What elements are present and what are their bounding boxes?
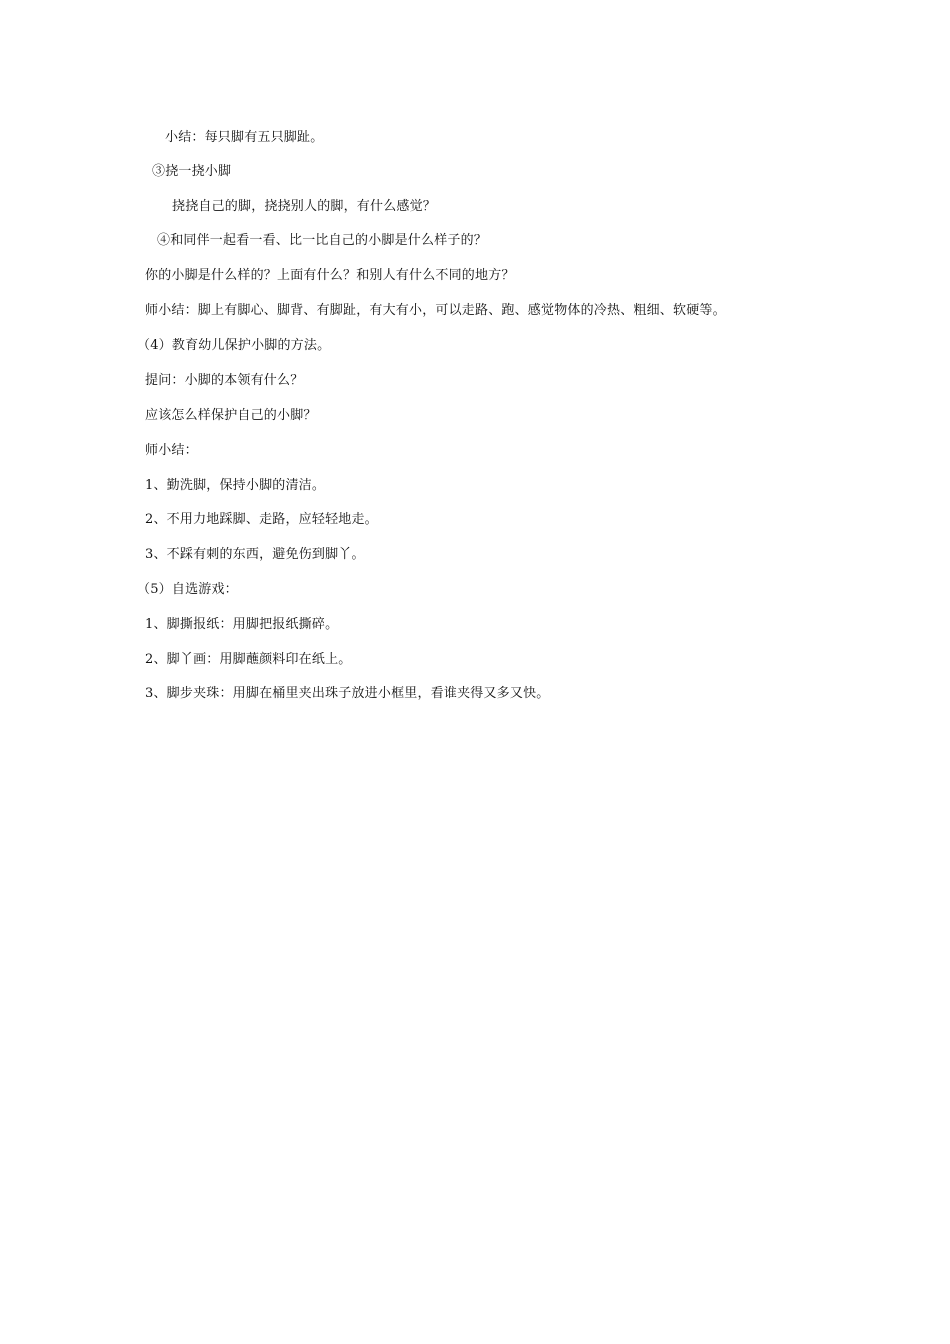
- teacher-summary-label: 师小结：: [145, 443, 198, 458]
- game-item-1: 1、脚撕报纸：用脚把报纸撕碎。: [145, 617, 339, 632]
- list-item-1: 1、勤洗脚，保持小脚的清洁。: [145, 478, 326, 493]
- step-3-text: 挠挠自己的脚，挠挠别人的脚，有什么感觉？: [172, 199, 437, 214]
- section-4-heading: （4）教育幼儿保护小脚的方法。: [137, 338, 331, 353]
- section-5-heading: （5）自选游戏：: [137, 582, 238, 597]
- list-item-3: 3、不踩有刺的东西，避免伤到脚丫。: [145, 547, 365, 562]
- question-protect: 应该怎么样保护自己的小脚？: [145, 408, 317, 423]
- game-item-3: 3、脚步夹珠：用脚在桶里夹出珠子放进小框里，看谁夹得又多又快。: [145, 686, 550, 701]
- summary-toes: 小结：每只脚有五只脚趾。: [165, 130, 324, 145]
- question-line: 你的小脚是什么样的？上面有什么？和别人有什么不同的地方？: [145, 268, 515, 283]
- question-ability: 提问：小脚的本领有什么？: [145, 373, 304, 388]
- teacher-summary-foot: 师小结：脚上有脚心、脚背、有脚趾，有大有小，可以走路、跑、感觉物体的冷热、粗细、软硬等。: [145, 303, 726, 318]
- list-item-2: 2、不用力地踩脚、走路，应轻轻地走。: [145, 512, 378, 527]
- game-item-2: 2、脚丫画：用脚蘸颜料印在纸上。: [145, 652, 352, 667]
- step-4-heading: ④和同伴一起看一看、比一比自己的小脚是什么样子的？: [157, 233, 488, 248]
- step-3-heading: ③挠一挠小脚: [152, 164, 232, 179]
